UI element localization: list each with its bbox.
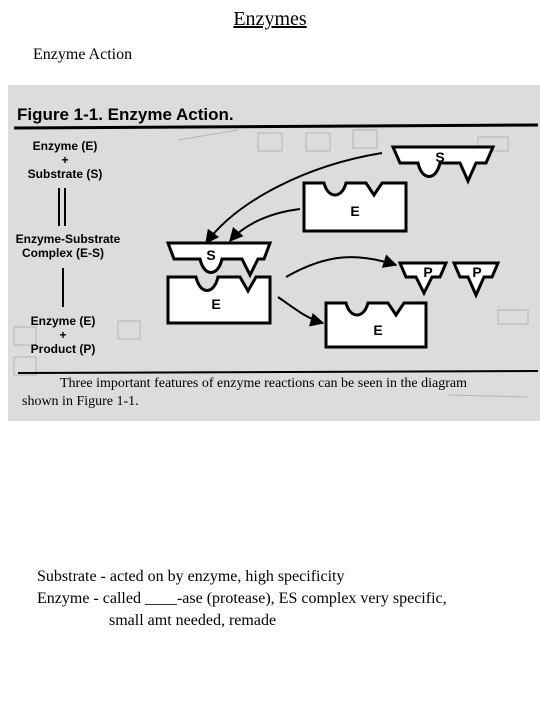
page-title: Enzymes xyxy=(233,8,307,30)
note-substrate: Substrate - acted on by enzyme, high specificity xyxy=(37,568,345,585)
enzyme-label: E xyxy=(350,203,360,219)
notes-block xyxy=(37,566,447,632)
product-label-2: P xyxy=(472,264,482,280)
step1-line3: Substrate (S) xyxy=(27,167,103,181)
step2-line1: Enzyme-Substrate xyxy=(15,232,121,246)
step1-line1: Enzyme (E) xyxy=(32,139,98,153)
arrow-enzyme-to-complex xyxy=(230,209,300,241)
figure-caption-line2: shown in Figure 1-1. xyxy=(22,394,139,409)
note-enzyme-continued: small amt needed, remade xyxy=(109,612,277,629)
product-label-1: P xyxy=(423,264,433,280)
step3-line3: Product (P) xyxy=(30,342,96,356)
arrow-complex-to-enzyme xyxy=(278,297,323,323)
step1-line2: + xyxy=(61,153,69,167)
complex-enzyme-label: E xyxy=(211,296,221,312)
released-enzyme-label: E xyxy=(373,322,383,338)
caption-rule xyxy=(18,371,538,373)
heading-rule xyxy=(14,125,538,128)
step2-line2: Complex (E-S) xyxy=(21,246,105,260)
arrow-complex-to-products xyxy=(286,257,396,277)
figure-caption-line1: Three important features of enzyme reactions can be seen in the diagram xyxy=(60,376,467,391)
figure-scan xyxy=(8,85,540,421)
note-enzyme: Enzyme - called ____-ase (protease), ES complex very specific, xyxy=(37,590,447,607)
complex-substrate-shape xyxy=(168,243,270,275)
page-subtitle: Enzyme Action xyxy=(33,46,133,63)
complex-substrate-label: S xyxy=(206,247,216,263)
substrate-label: S xyxy=(435,149,445,165)
enzyme-action-diagram xyxy=(8,85,540,421)
figure-heading: Figure 1-1. Enzyme Action. xyxy=(17,105,234,124)
step3-line2: + xyxy=(59,328,67,342)
step3-line1: Enzyme (E) xyxy=(30,314,96,328)
